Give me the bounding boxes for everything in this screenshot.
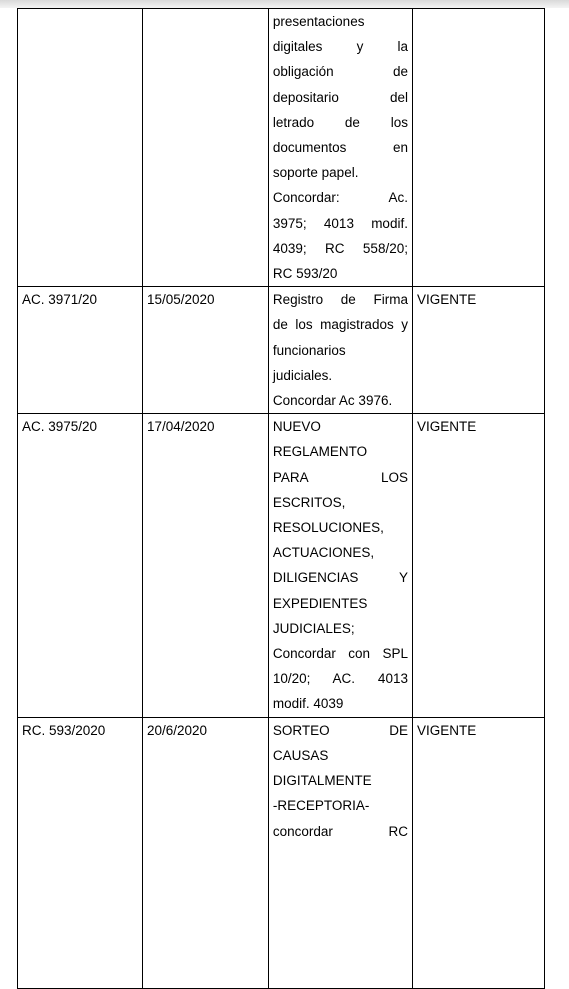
description-line: CAUSAS: [272, 747, 329, 763]
description-cell: [268, 9, 412, 287]
description-line: depositario del: [272, 89, 408, 105]
number-cell: AC. 3975/20: [18, 414, 143, 717]
viewer-top-edge: [0, 0, 569, 8]
description-line: PARA LOS: [272, 469, 408, 485]
description-line: 4039; RC 558/20;: [272, 240, 408, 256]
table-row: [18, 414, 545, 717]
table-row: [18, 9, 545, 287]
description-line: de los magistrados y: [272, 317, 408, 333]
status-cell: VIGENTE: [412, 414, 544, 717]
date-cell: 20/6/2020: [142, 717, 268, 988]
description-line: DILIGENCIAS Y: [272, 570, 408, 586]
description-line: modif. 4039: [272, 696, 344, 712]
number-cell: RC. 593/2020: [18, 717, 143, 988]
description-line: soporte papel.: [272, 165, 359, 181]
description-cell: [268, 414, 412, 717]
table-row: [18, 287, 545, 414]
description-line: funcionarios: [272, 342, 346, 358]
description-line: documentos en: [272, 140, 408, 156]
date-cell: [142, 9, 268, 287]
description-line: EXPEDIENTES: [272, 595, 368, 611]
description-line: presentaciones: [272, 14, 365, 29]
description-line: JUDICIALES;: [272, 620, 355, 636]
description-line: DIGITALMENTE: [272, 773, 372, 789]
description-line: Registro de Firma: [272, 292, 408, 308]
number-cell: [18, 9, 143, 287]
description-line: REGLAMENTO: [272, 444, 368, 460]
description-line: digitales y la: [272, 39, 408, 55]
table-row: [18, 717, 545, 988]
description-line: Concordar: Ac.: [272, 190, 408, 206]
description-line: SORTEO DE: [272, 722, 408, 738]
date-cell: 15/05/2020: [142, 287, 268, 414]
description-line: judiciales.: [272, 367, 333, 383]
description-line: obligación de: [272, 64, 408, 80]
description-line: ACTUACIONES,: [272, 545, 375, 561]
status-cell: VIGENTE: [412, 717, 544, 988]
description-line: letrado de los: [272, 114, 408, 130]
number-cell: AC. 3971/20: [18, 287, 143, 414]
description-line: 3975; 4013 modif.: [272, 215, 408, 231]
status-cell: VIGENTE: [412, 287, 544, 414]
description-line: Concordar con SPL: [272, 646, 408, 662]
description-line: ESCRITOS,: [272, 494, 346, 510]
acordadas-table: [17, 8, 545, 989]
description-line: RC 593/20: [272, 266, 338, 282]
description-line: NUEVO: [272, 419, 321, 435]
description-line: RESOLUCIONES,: [272, 520, 384, 536]
description-line: 10/20; AC. 4013: [272, 671, 408, 687]
date-cell: 17/04/2020: [142, 414, 268, 717]
status-cell: [412, 9, 544, 287]
description-cell: [268, 717, 412, 988]
description-cell: [268, 287, 412, 414]
description-line: concordar RC: [272, 823, 408, 839]
description-line: -RECEPTORIA-: [272, 798, 370, 814]
description-line: Concordar Ac 3976.: [272, 393, 393, 409]
